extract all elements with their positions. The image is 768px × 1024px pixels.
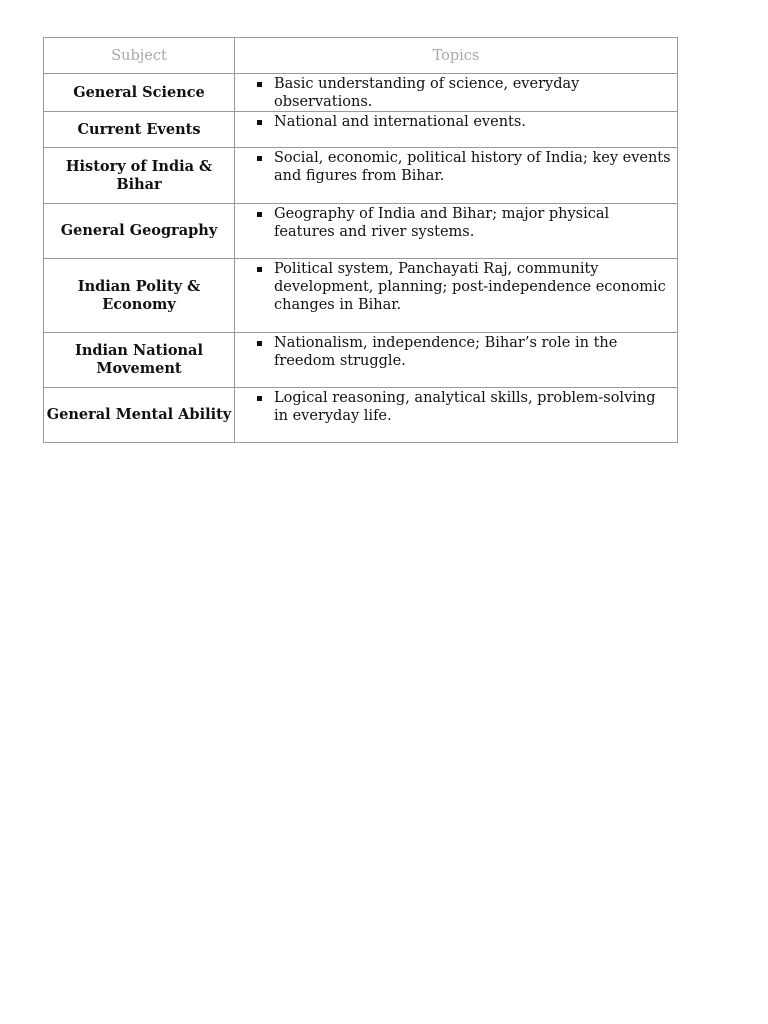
topics-list	[235, 388, 677, 425]
topic-bullet: Basic understanding of science, everyday observations.	[235, 74, 677, 111]
topics-list	[235, 333, 677, 370]
topics-list	[235, 204, 677, 241]
table-header-row	[44, 38, 678, 74]
topics-cell	[235, 74, 678, 112]
topic-bullet: Political system, Panchayati Raj, community development, planning; post-independence economic changes in Bihar.	[235, 259, 677, 314]
table-row	[44, 259, 678, 333]
topics-cell	[235, 333, 678, 388]
subject-column-header: Subject	[44, 38, 235, 74]
syllabus-table	[43, 37, 678, 443]
subject-cell: Indian Polity & Economy	[44, 259, 235, 333]
topic-bullet: National and international events.	[235, 112, 677, 131]
topics-cell	[235, 148, 678, 204]
topics-list	[235, 112, 677, 131]
table-row	[44, 148, 678, 204]
topics-cell	[235, 112, 678, 148]
subject-cell: Indian National Movement	[44, 333, 235, 388]
topic-bullet: Logical reasoning, analytical skills, problem-solving in everyday life.	[235, 388, 677, 425]
table-row	[44, 112, 678, 148]
topic-bullet: Nationalism, independence; Bihar’s role in the freedom struggle.	[235, 333, 677, 370]
topic-bullet: Social, economic, political history of India; key events and figures from Bihar.	[235, 148, 677, 185]
topic-bullet: Geography of India and Bihar; major physical features and river systems.	[235, 204, 677, 241]
topics-list	[235, 148, 677, 185]
topics-list	[235, 74, 677, 111]
topics-cell	[235, 204, 678, 259]
subject-cell: General Mental Ability	[44, 388, 235, 443]
topics-cell	[235, 259, 678, 333]
table-row	[44, 74, 678, 112]
table-row	[44, 388, 678, 443]
subject-cell: General Science	[44, 74, 235, 112]
subject-cell: History of India & Bihar	[44, 148, 235, 204]
topics-column-header: Topics	[235, 38, 678, 74]
table-row	[44, 333, 678, 388]
subject-cell: Current Events	[44, 112, 235, 148]
subject-cell: General Geography	[44, 204, 235, 259]
table-row	[44, 204, 678, 259]
topics-cell	[235, 388, 678, 443]
topics-list	[235, 259, 677, 314]
